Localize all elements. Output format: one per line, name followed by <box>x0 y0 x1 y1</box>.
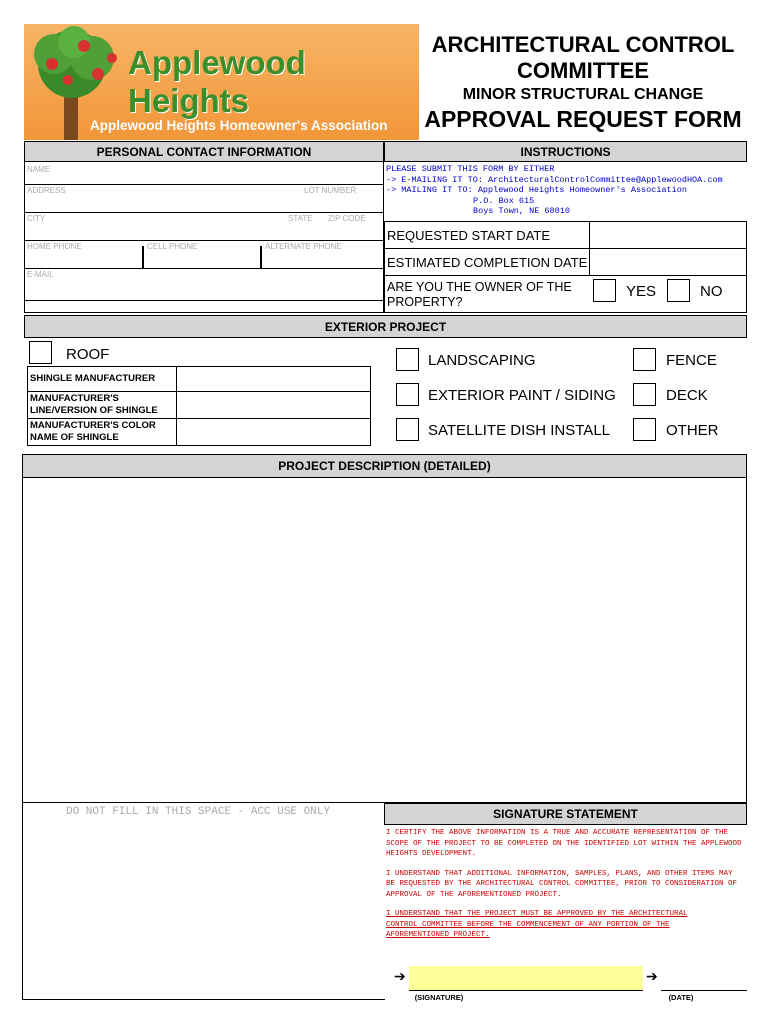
roof-label: ROOF <box>66 346 110 363</box>
acc-use-only-label: DO NOT FILL IN THIS SPACE - ACC USE ONLY <box>66 806 331 818</box>
fence-label: FENCE <box>666 352 717 369</box>
instructions-line: PLEASE SUBMIT THIS FORM BY EITHER <box>386 164 555 174</box>
instructions-mail-line: -> MAILING IT TO: Applewood Heights Homeowner's Association <box>386 185 687 195</box>
satellite-label: SATELLITE DISH INSTALL <box>428 422 610 439</box>
owner-yes-label: YES <box>626 283 657 300</box>
completion-date-input[interactable] <box>589 248 747 276</box>
instructions-header: INSTRUCTIONS <box>384 141 747 162</box>
logo-subtitle: Applewood Heights Homeowner's Association <box>90 118 388 133</box>
form-subtitle: MINOR STRUCTURAL CHANGE <box>462 86 704 103</box>
exterior-project-header: EXTERIOR PROJECT <box>24 315 747 338</box>
instructions-email-line: -> E-MAILING IT TO: ArchitecturalControlCommittee@ApplewoodHOA.com <box>386 174 723 185</box>
instructions-po-box: P.O. Box 615 <box>473 195 535 206</box>
mfr-line-input[interactable] <box>178 392 370 418</box>
lot-number-label: LOT NUMBER <box>304 186 357 195</box>
mfr-color-label: MANUFACTURER'S COLOR NAME OF SHINGLE <box>30 420 156 443</box>
acc-use-only-box <box>22 802 385 1000</box>
state-label: STATE <box>288 214 313 223</box>
statement-additional-info: I UNDERSTAND THAT ADDITIONAL INFORMATION, SAMPLES, PLANS, AND OTHER ITEMS MAY BE REQUESTED BY THE ARCHITECTURAL CONTROL COMMITTEE, PRIOR TO CONSIDERATION OF APPROVAL OF THE AFOREMENTIONED PROJECT. <box>386 869 738 899</box>
date-label: (DATE) <box>668 993 694 1002</box>
mfr-line-label: MANUFACTURER'S LINE/VERSION OF SHINGLE <box>30 393 158 416</box>
name-field[interactable] <box>25 162 383 185</box>
shingle-mfr-input[interactable] <box>178 367 370 391</box>
start-date-input[interactable] <box>589 221 747 249</box>
zip-label: ZIP CODE <box>328 214 366 223</box>
other-label: OTHER <box>666 422 719 439</box>
form-title-line2: COMMITTEE <box>517 58 649 83</box>
phone-divider <box>142 246 144 268</box>
phone-fields[interactable] <box>25 241 383 269</box>
email-label: E-MAIL <box>27 270 54 279</box>
satellite-checkbox[interactable] <box>396 418 419 441</box>
signature-statement-text <box>386 828 744 941</box>
cell-phone-label: CELL PHONE <box>147 242 198 251</box>
project-description-header: PROJECT DESCRIPTION (DETAILED) <box>22 454 747 478</box>
instructions-text <box>386 164 746 217</box>
exterior-paint-checkbox[interactable] <box>396 383 419 406</box>
owner-question: ARE YOU THE OWNER OF THE PROPERTY? <box>387 280 572 309</box>
fence-checkbox[interactable] <box>633 348 656 371</box>
alt-phone-label: ALTERNATE PHONE <box>265 242 342 251</box>
other-checkbox[interactable] <box>633 418 656 441</box>
completion-date-label: ESTIMATED COMPLETION DATE <box>387 255 588 270</box>
signature-field[interactable] <box>409 966 643 991</box>
statement-approval: I UNDERSTAND THAT THE PROJECT MUST BE APPROVED BY THE ARCHITECTURAL CONTROL COMMITTEE BEFORE THE COMMENCEMENT OF ANY PORTION OF THE AFOREMENTIONED PROJECT. <box>386 910 688 939</box>
instructions-city: Boys Town, NE 68010 <box>473 206 570 216</box>
phone-divider <box>260 246 262 268</box>
arrow-right-icon: ➔ <box>394 968 406 984</box>
logo <box>24 24 419 140</box>
mfr-color-input[interactable] <box>178 419 370 445</box>
owner-yes-checkbox[interactable] <box>593 279 616 302</box>
statement-certify: I CERTIFY THE ABOVE INFORMATION IS A TRUE AND ACCURATE REPRESENTATION OF THE SCOPE OF THE PROJECT TO BE COMPLETED ON THE IDENTIFIED LOT WITHIN THE APPLEWOOD HEIGHTS DEVELOPMENT. <box>386 829 742 858</box>
shingle-table-divider <box>176 366 177 446</box>
name-label: NAME <box>27 165 51 174</box>
email-field[interactable] <box>25 269 383 301</box>
arrow-right-icon: ➔ <box>646 968 658 984</box>
signature-label: (SIGNATURE) <box>414 993 464 1002</box>
form-title-main: APPROVAL REQUEST FORM <box>424 106 742 132</box>
city-field[interactable] <box>25 213 383 241</box>
start-date-label: REQUESTED START DATE <box>387 228 551 243</box>
form-title-line1: ARCHITECTURAL CONTROL <box>431 32 735 57</box>
address-field[interactable] <box>25 185 383 213</box>
home-phone-label: HOME PHONE <box>27 242 82 251</box>
personal-info-header: PERSONAL CONTACT INFORMATION <box>24 141 384 162</box>
landscaping-label: LANDSCAPING <box>428 352 536 369</box>
landscaping-checkbox[interactable] <box>396 348 419 371</box>
roof-checkbox[interactable] <box>29 341 52 364</box>
date-field[interactable] <box>661 966 747 991</box>
owner-no-checkbox[interactable] <box>667 279 690 302</box>
owner-no-label: NO <box>700 283 723 300</box>
city-label: CITY <box>27 214 46 223</box>
exterior-paint-label: EXTERIOR PAINT / SIDING <box>428 387 616 404</box>
address-label: ADDRESS <box>27 186 66 195</box>
deck-label: DECK <box>666 387 708 404</box>
deck-checkbox[interactable] <box>633 383 656 406</box>
logo-title: Applewood Heights <box>128 44 306 119</box>
signature-statement-header: SIGNATURE STATEMENT <box>384 803 747 825</box>
project-description-field[interactable] <box>22 477 747 803</box>
shingle-mfr-label: SHINGLE MANUFACTURER <box>30 373 156 384</box>
